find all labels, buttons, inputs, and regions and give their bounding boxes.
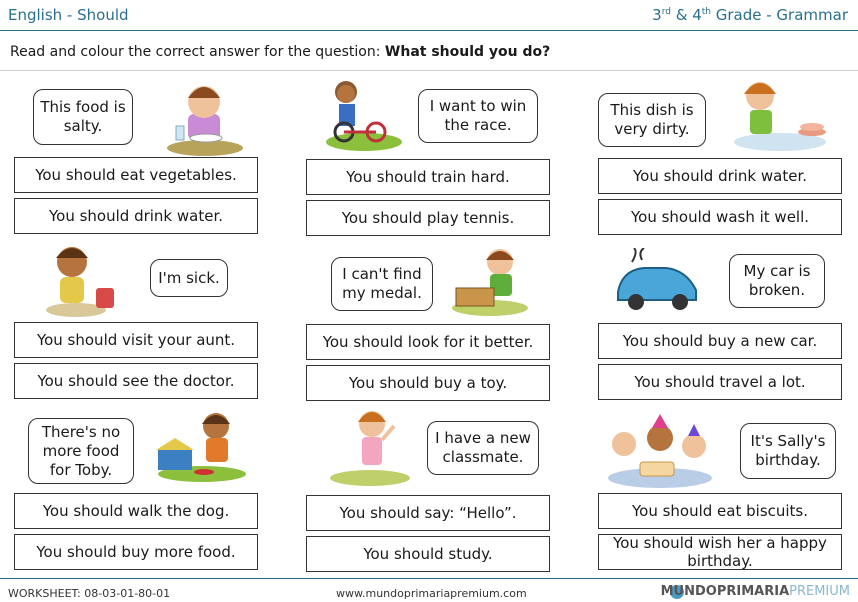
speech-bubble: This food is salty.: [33, 89, 133, 145]
boy-with-dog-icon: [150, 408, 250, 486]
answer-option[interactable]: You should see the doctor.: [14, 363, 258, 399]
answer-option[interactable]: You should buy more food.: [14, 534, 258, 570]
instruction-divider: [0, 70, 858, 71]
speech-bubble: I can't find my medal.: [331, 257, 433, 311]
answer-option[interactable]: You should walk the dog.: [14, 493, 258, 529]
broken-car-icon: [612, 248, 704, 314]
brand-logo: MUNDOPRIMARIAPREMIUM: [660, 584, 850, 599]
answer-option[interactable]: You should visit your aunt.: [14, 322, 258, 358]
speech-bubble: This dish is very dirty.: [598, 93, 706, 147]
subject-title: English - Should: [8, 6, 129, 24]
website-url: www.mundoprimariapremium.com: [336, 587, 527, 600]
girl-washing-dishes-icon: [730, 76, 840, 156]
boy-searching-box-icon: [440, 244, 530, 320]
question: What should you do?: [384, 44, 551, 60]
boy-eating-icon: [160, 76, 245, 158]
speech-bubble: I want to win the race.: [418, 89, 538, 143]
girl-waving-icon: [322, 406, 412, 490]
header: [0, 0, 858, 30]
answer-option[interactable]: You should wish her a happy birthday.: [598, 534, 842, 570]
speech-bubble: I have a new classmate.: [427, 421, 539, 475]
answer-option[interactable]: You should buy a new car.: [598, 323, 842, 359]
answer-option[interactable]: You should train hard.: [306, 159, 550, 195]
answer-option[interactable]: You should drink water.: [598, 158, 842, 194]
answer-option[interactable]: You should study.: [306, 536, 550, 572]
answer-option[interactable]: You should buy a toy.: [306, 365, 550, 401]
speech-bubble: There's no more food for Toby.: [28, 418, 134, 484]
answer-option[interactable]: You should wash it well.: [598, 199, 842, 235]
header-divider: [0, 30, 858, 31]
answer-option[interactable]: You should eat vegetables.: [14, 157, 258, 193]
answer-option[interactable]: You should eat biscuits.: [598, 493, 842, 529]
speech-bubble: It's Sally's birthday.: [740, 423, 836, 479]
sick-boy-icon: [40, 242, 125, 320]
speech-bubble: My car is broken.: [729, 254, 825, 308]
instruction: Read and colour the correct answer for the question: What should you do?: [10, 44, 551, 60]
answer-option[interactable]: You should say: “Hello”.: [306, 495, 550, 531]
boy-cycling-icon: [322, 76, 412, 156]
speech-bubble: I'm sick.: [150, 259, 228, 297]
answer-option[interactable]: You should drink water.: [14, 198, 258, 234]
answer-option[interactable]: You should look for it better.: [306, 324, 550, 360]
footer-divider: [0, 578, 858, 579]
worksheet-code: WORKSHEET: 08-03-01-80-01: [8, 587, 171, 600]
grade-title: 3rd & 4th Grade - Grammar: [652, 6, 848, 24]
answer-option[interactable]: You should travel a lot.: [598, 364, 842, 400]
birthday-party-icon: [604, 414, 716, 490]
answer-option[interactable]: You should play tennis.: [306, 200, 550, 236]
